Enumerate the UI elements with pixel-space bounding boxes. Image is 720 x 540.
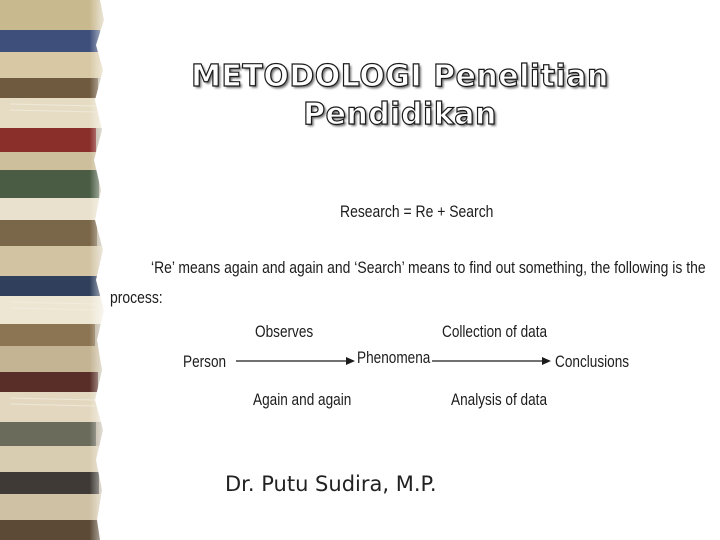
arrow-person-to-phenomena (236, 353, 356, 369)
books-stack-image (0, 0, 112, 540)
label-again-and-again: Again and again (253, 390, 352, 409)
paragraph-line-1: ‘Re’ means again and again and ‘Search’ means to find out something, the following is the (151, 258, 706, 277)
label-analysis-of-data: Analysis of data (451, 390, 548, 409)
paragraph-line-2: process: (110, 288, 163, 307)
node-conclusions: Conclusions (555, 352, 630, 371)
title-line-2: Pendidikan (303, 97, 497, 132)
arrow-phenomena-to-conclusions (432, 353, 552, 369)
node-person: Person (183, 352, 227, 371)
research-formula: Research = Re + Search (340, 202, 494, 221)
label-observes: Observes (255, 322, 314, 341)
slide-title (150, 58, 650, 134)
node-phenomena: Phenomena (357, 348, 431, 367)
label-collection-of-data: Collection of data (442, 322, 548, 341)
title-line-1: METODOLOGI Penelitian (191, 59, 609, 94)
definition-paragraph (110, 253, 706, 313)
author-name: Dr. Putu Sudira, M.P. (225, 472, 437, 496)
